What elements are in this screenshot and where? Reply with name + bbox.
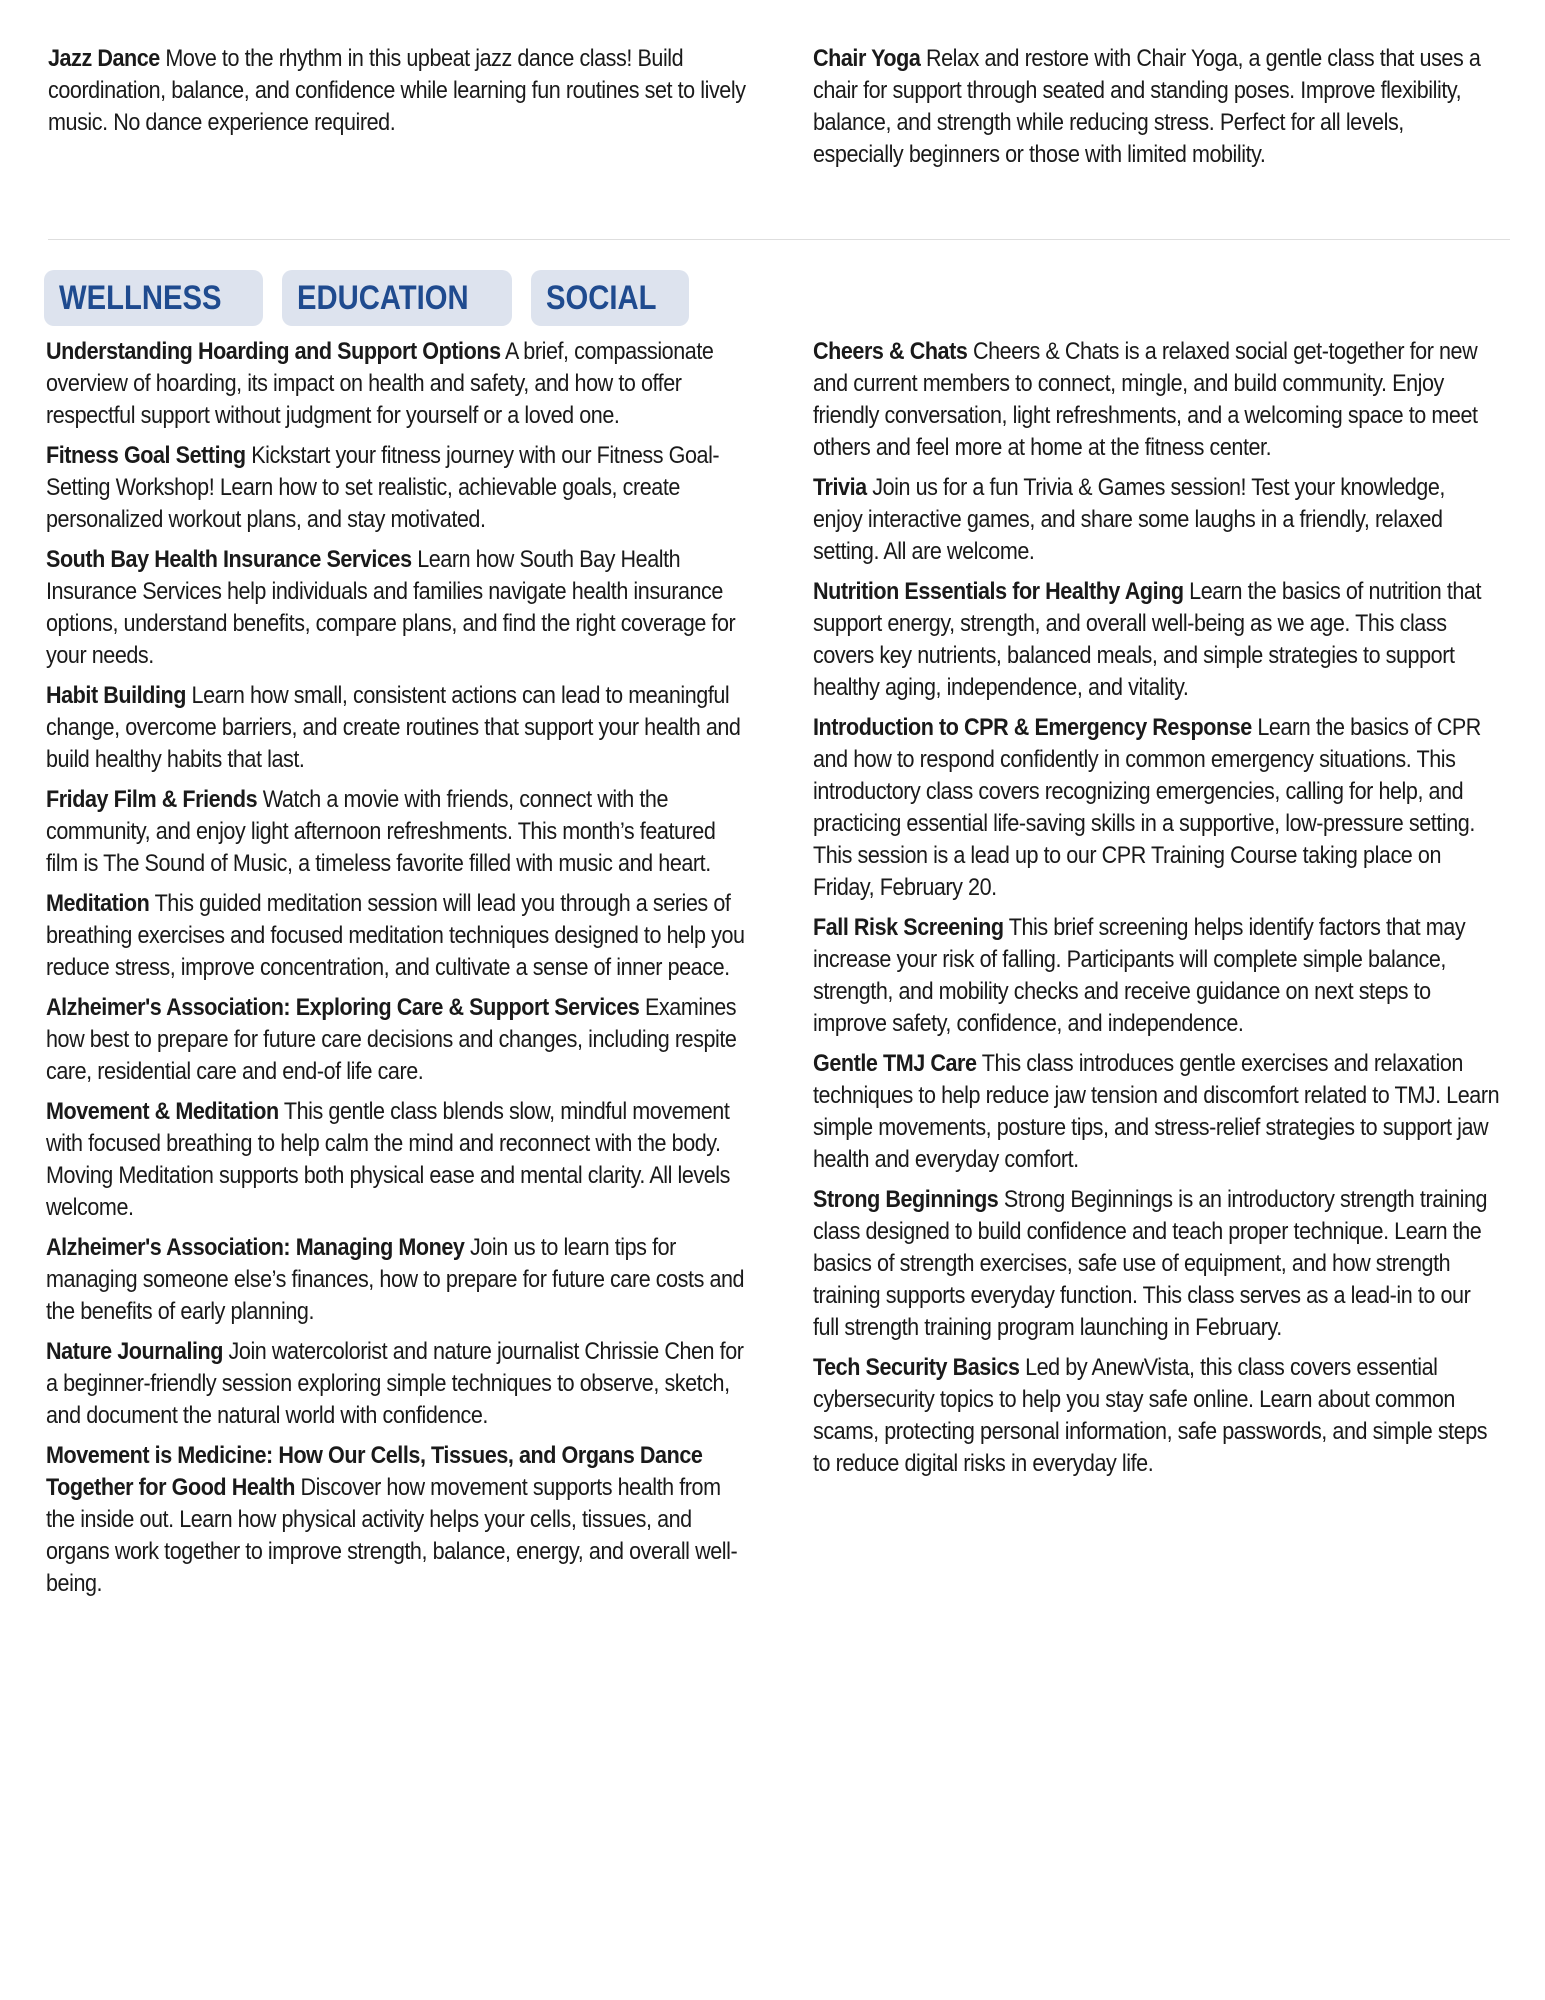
- section-divider: [48, 239, 1510, 240]
- class-entry: [813, 912, 1499, 1040]
- class-title: Friday Film & Friends: [46, 786, 258, 813]
- class-description: Learn the basics of nutrition that support energy, strength, and overall well-being as we age. This class covers key nutrients, balanced meals, and simple strategies to support healthy aging, independence, and vitality.: [813, 578, 1482, 701]
- class-title: Introduction to CPR & Emergency Response: [813, 714, 1252, 741]
- class-title: South Bay Health Insurance Services: [46, 546, 412, 573]
- class-entry: [813, 1048, 1499, 1176]
- class-description: Learn how small, consistent actions can lead to meaningful change, overcome barriers, and create routines that support your health and build healthy habits that last.: [46, 682, 741, 773]
- class-title: Fitness Goal Setting: [46, 442, 246, 469]
- class-description: Cheers & Chats is a relaxed social get-together for new and current members to connect, mingle, and build community. Enjoy friendly conversation, light refreshments, and a welcoming space to meet others and feel more at home at the fitness center.: [813, 338, 1478, 461]
- class-entry: [46, 1440, 750, 1600]
- class-title: Gentle TMJ Care: [813, 1050, 977, 1077]
- class-description: Discover how movement supports health from the inside out. Learn how physical activity helps your cells, tissues, and organs work together to improve strength, balance, energy, and overall well-being.: [46, 1474, 738, 1597]
- class-description: Kickstart your fitness journey with our Fitness Goal-Setting Workshop! Learn how to set realistic, achievable goals, create personalized workout plans, and stay motivated.: [46, 442, 720, 533]
- class-description: This brief screening helps identify factors that may increase your risk of falling. Participants will complete simple balance, strength, and mobility checks and receive guidance on next steps to improve safety, confidence, and independence.: [813, 914, 1466, 1037]
- class-title: Chair Yoga: [813, 45, 921, 72]
- class-title: Tech Security Basics: [813, 1354, 1020, 1381]
- class-description: Join watercolorist and nature journalist Chrissie Chen for a beginner-friendly session exploring simple techniques to observe, sketch, and document the natural world with confidence.: [46, 1338, 744, 1429]
- right-column: [813, 336, 1499, 1488]
- class-entry: [46, 440, 750, 536]
- class-title: Trivia: [813, 474, 867, 501]
- tag-education: EDUCATION: [282, 270, 512, 326]
- class-description: Move to the rhythm in this upbeat jazz dance class! Build coordination, balance, and confidence while learning fun routines set to lively music. No dance experience required.: [48, 45, 746, 136]
- class-description: This guided meditation session will lead you through a series of breathing exercises and focused meditation techniques designed to help you reduce stress, improve concentration, and cultivate a sense of inner peace.: [46, 890, 745, 981]
- class-description: Relax and restore with Chair Yoga, a gentle class that uses a chair for support through seated and standing poses. Improve flexibility, balance, and strength while reducing stress. Perfect for all levels, especially beginners or those with limited mobility.: [813, 45, 1481, 168]
- class-description: Led by AnewVista, this class covers essential cybersecurity topics to help you stay safe online. Learn about common scams, protecting personal information, safe passwords, and simple steps to reduce digital risks in everyday life.: [813, 1354, 1488, 1477]
- class-entry: [46, 784, 750, 880]
- class-description: Learn the basics of CPR and how to respond confidently in common emergency situations. This introductory class covers recognizing emergencies, calling for help, and practicing essential life-saving skills in a supportive, low-pressure setting. This session is a lead up to our CPR Training Course taking place on Friday, February 20.: [813, 714, 1481, 901]
- class-entry: [813, 1352, 1499, 1480]
- class-description: A brief, compassionate overview of hoarding, its impact on health and safety, and how to offer respectful support without judgment for yourself or a loved one.: [46, 338, 714, 429]
- class-description: Join us to learn tips for managing someone else’s finances, how to prepare for future care costs and the benefits of early planning.: [46, 1234, 745, 1325]
- class-title: Strong Beginnings: [813, 1186, 999, 1213]
- category-tags: [44, 270, 689, 326]
- class-entry: [813, 712, 1499, 904]
- class-entry: [46, 1096, 750, 1224]
- class-title: Movement is Medicine: How Our Cells, Tissues, and Organs Dance Together for Good Health: [46, 1442, 703, 1501]
- class-entry: [46, 680, 750, 776]
- top-right-column: [813, 43, 1499, 179]
- class-description: This gentle class blends slow, mindful movement with focused breathing to help calm the mind and reconnect with the body. Moving Meditation supports both physical ease and mental clarity. All levels welcome.: [46, 1098, 731, 1221]
- class-entry: [813, 472, 1499, 568]
- class-entry: [46, 544, 750, 672]
- class-description: Join us for a fun Trivia & Games session! Test your knowledge, enjoy interactive games, and share some laughs in a friendly, relaxed setting. All are welcome.: [813, 474, 1445, 565]
- class-entry: [46, 992, 750, 1088]
- class-entry: [46, 1232, 750, 1328]
- class-description: Strong Beginnings is an introductory strength training class designed to build confidence and teach proper technique. Learn the basics of strength exercises, safe use of equipment, and how strength training supports everyday function. This class serves as a lead-in to our full strength training program launching in February.: [813, 1186, 1488, 1341]
- tag-wellness: WELLNESS: [44, 270, 263, 326]
- class-title: Alzheimer's Association: Managing Money: [46, 1234, 465, 1261]
- class-entry: [813, 576, 1499, 704]
- class-description: Learn how South Bay Health Insurance Services help individuals and families navigate health insurance options, understand benefits, compare plans, and find the right coverage for your needs.: [46, 546, 736, 669]
- class-entry: [46, 336, 750, 432]
- class-title: Understanding Hoarding and Support Options: [46, 338, 501, 365]
- class-entry: [46, 888, 750, 984]
- class-title: Habit Building: [46, 682, 186, 709]
- class-entry: [813, 336, 1499, 464]
- tag-social: SOCIAL: [531, 270, 689, 326]
- class-title: Jazz Dance: [48, 45, 160, 72]
- class-description: This class introduces gentle exercises and relaxation techniques to help reduce jaw tension and discomfort related to TMJ. Learn simple movements, posture tips, and stress-relief strategies to support jaw health and everyday comfort.: [813, 1050, 1500, 1173]
- class-title: Fall Risk Screening: [813, 914, 1004, 941]
- class-title: Alzheimer's Association: Exploring Care & Support Services: [46, 994, 640, 1021]
- class-title: Meditation: [46, 890, 150, 917]
- class-description: Examines how best to prepare for future care decisions and changes, including respite care, residential care and end-of life care.: [46, 994, 737, 1085]
- class-title: Nutrition Essentials for Healthy Aging: [813, 578, 1184, 605]
- class-entry: [813, 1184, 1499, 1344]
- class-title: Movement & Meditation: [46, 1098, 279, 1125]
- class-entry: [813, 43, 1499, 171]
- left-column: [46, 336, 750, 1608]
- class-title: Cheers & Chats: [813, 338, 968, 365]
- top-left-column: [48, 43, 752, 147]
- class-description: Watch a movie with friends, connect with the community, and enjoy light afternoon refreshments. This month’s featured film is The Sound of Music, a timeless favorite filled with music and heart.: [46, 786, 716, 877]
- class-entry: [48, 43, 752, 139]
- class-title: Nature Journaling: [46, 1338, 224, 1365]
- class-entry: [46, 1336, 750, 1432]
